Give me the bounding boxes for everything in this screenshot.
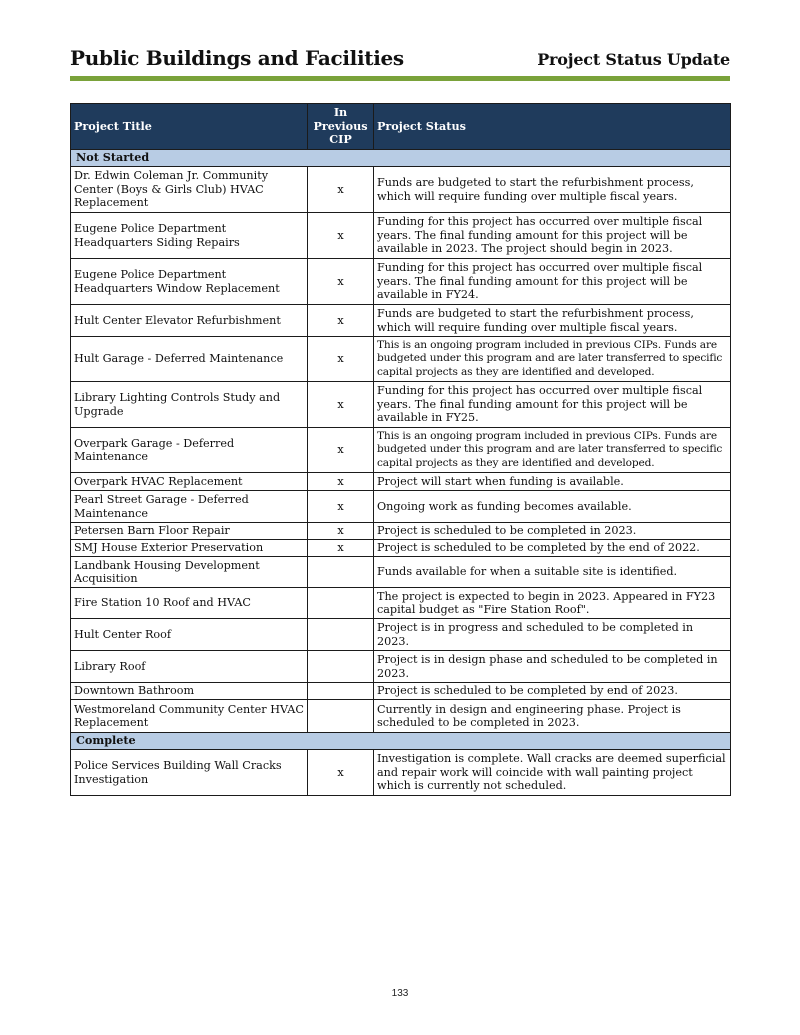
table-row [71, 167, 731, 213]
section-row-not-started [71, 150, 731, 167]
table-row [71, 750, 731, 796]
project-status: Project will start when funding is available. [374, 473, 731, 491]
project-title: Downtown Bathroom [71, 683, 308, 700]
previous-cip-mark: x [308, 473, 374, 491]
table-row [71, 382, 731, 428]
table-row [71, 651, 731, 683]
project-title: Pearl Street Garage - Deferred Maintenance [71, 491, 308, 523]
project-status-table [70, 103, 731, 796]
project-status: Funds are budgeted to start the refurbishment process, which will require funding over multiple fiscal years. [374, 167, 731, 213]
table-row [71, 588, 731, 619]
project-status: This is an ongoing program included in previous CIPs. Funds are budgeted under this program and are later transferred to specific capital projects as they are identified and developed. [374, 337, 731, 382]
project-status: Funding for this project has occurred over multiple fiscal years. The final funding amount for this project will be available in FY24. [374, 259, 731, 305]
project-title: Westmoreland Community Center HVAC Replacement [71, 700, 308, 733]
section-label: Complete [71, 733, 731, 750]
previous-cip-mark: x [308, 337, 374, 382]
table-row [71, 557, 731, 588]
project-title: Overpark HVAC Replacement [71, 473, 308, 491]
project-status: Funds are budgeted to start the refurbishment process, which will require funding over multiple fiscal years. [374, 305, 731, 337]
previous-cip-mark [308, 557, 374, 588]
section-title: Public Buildings and Facilities [70, 46, 404, 70]
project-status: Project is scheduled to be completed by end of 2023. [374, 683, 731, 700]
project-title: Landbank Housing Development Acquisition [71, 557, 308, 588]
previous-cip-mark: x [308, 428, 374, 473]
table-row [71, 337, 731, 382]
project-title: Fire Station 10 Roof and HVAC [71, 588, 308, 619]
project-status: Ongoing work as funding becomes available. [374, 491, 731, 523]
project-title: Dr. Edwin Coleman Jr. Community Center (Boys & Girls Club) HVAC Replacement [71, 167, 308, 213]
project-status: Funds available for when a suitable site is identified. [374, 557, 731, 588]
project-title: Library Lighting Controls Study and Upgrade [71, 382, 308, 428]
project-title: Hult Center Elevator Refurbishment [71, 305, 308, 337]
page-header [70, 46, 730, 76]
project-title: Police Services Building Wall Cracks Investigation [71, 750, 308, 796]
project-status: Currently in design and engineering phase. Project is scheduled to be completed in 2023. [374, 700, 731, 733]
table-row [71, 700, 731, 733]
project-status: Project is in progress and scheduled to be completed in 2023. [374, 619, 731, 651]
column-header-project-status: Project Status [374, 104, 731, 150]
project-status: This is an ongoing program included in previous CIPs. Funds are budgeted under this program and are later transferred to specific capital projects as they are identified and developed. [374, 428, 731, 473]
project-status: Investigation is complete. Wall cracks are deemed superficial and repair work will coincide with wall painting project which is currently not scheduled. [374, 750, 731, 796]
project-status: Project is scheduled to be completed in 2023. [374, 523, 731, 540]
previous-cip-mark: x [308, 523, 374, 540]
column-header-in-previous-cip: In Previous CIP [308, 104, 374, 150]
table-row [71, 259, 731, 305]
project-title: Hult Center Roof [71, 619, 308, 651]
project-title: Eugene Police Department Headquarters Siding Repairs [71, 213, 308, 259]
previous-cip-mark [308, 619, 374, 651]
table-row [71, 619, 731, 651]
table-row [71, 683, 731, 700]
project-status: Funding for this project has occurred over multiple fiscal years. The final funding amount for this project will be available in FY25. [374, 382, 731, 428]
table-row [71, 540, 731, 557]
previous-cip-mark: x [308, 491, 374, 523]
project-status: Project is scheduled to be completed by the end of 2022. [374, 540, 731, 557]
previous-cip-mark: x [308, 167, 374, 213]
table-row [71, 473, 731, 491]
report-title: Project Status Update [537, 50, 730, 69]
project-status: Funding for this project has occurred over multiple fiscal years. The final funding amount for this project will be available in 2023. The project should begin in 2023. [374, 213, 731, 259]
previous-cip-mark: x [308, 259, 374, 305]
previous-cip-mark: x [308, 382, 374, 428]
project-title: SMJ House Exterior Preservation [71, 540, 308, 557]
project-title: Hult Garage - Deferred Maintenance [71, 337, 308, 382]
project-title: Overpark Garage - Deferred Maintenance [71, 428, 308, 473]
table-row [71, 305, 731, 337]
table-row [71, 213, 731, 259]
previous-cip-mark: x [308, 305, 374, 337]
table-row [71, 491, 731, 523]
column-header-project-title: Project Title [71, 104, 308, 150]
previous-cip-mark [308, 588, 374, 619]
project-title: Petersen Barn Floor Repair [71, 523, 308, 540]
table-header-row [71, 104, 731, 150]
previous-cip-mark [308, 700, 374, 733]
previous-cip-mark: x [308, 213, 374, 259]
previous-cip-mark [308, 651, 374, 683]
previous-cip-mark [308, 683, 374, 700]
project-title: Eugene Police Department Headquarters Window Replacement [71, 259, 308, 305]
table-row [71, 523, 731, 540]
header-divider [70, 76, 730, 81]
project-title: Library Roof [71, 651, 308, 683]
section-label: Not Started [71, 150, 731, 167]
page-number: 133 [391, 988, 409, 999]
previous-cip-mark: x [308, 750, 374, 796]
section-row-complete [71, 733, 731, 750]
project-status: The project is expected to begin in 2023. Appeared in FY23 capital budget as "Fire Station Roof". [374, 588, 731, 619]
project-status: Project is in design phase and scheduled to be completed in 2023. [374, 651, 731, 683]
previous-cip-mark: x [308, 540, 374, 557]
table-row [71, 428, 731, 473]
